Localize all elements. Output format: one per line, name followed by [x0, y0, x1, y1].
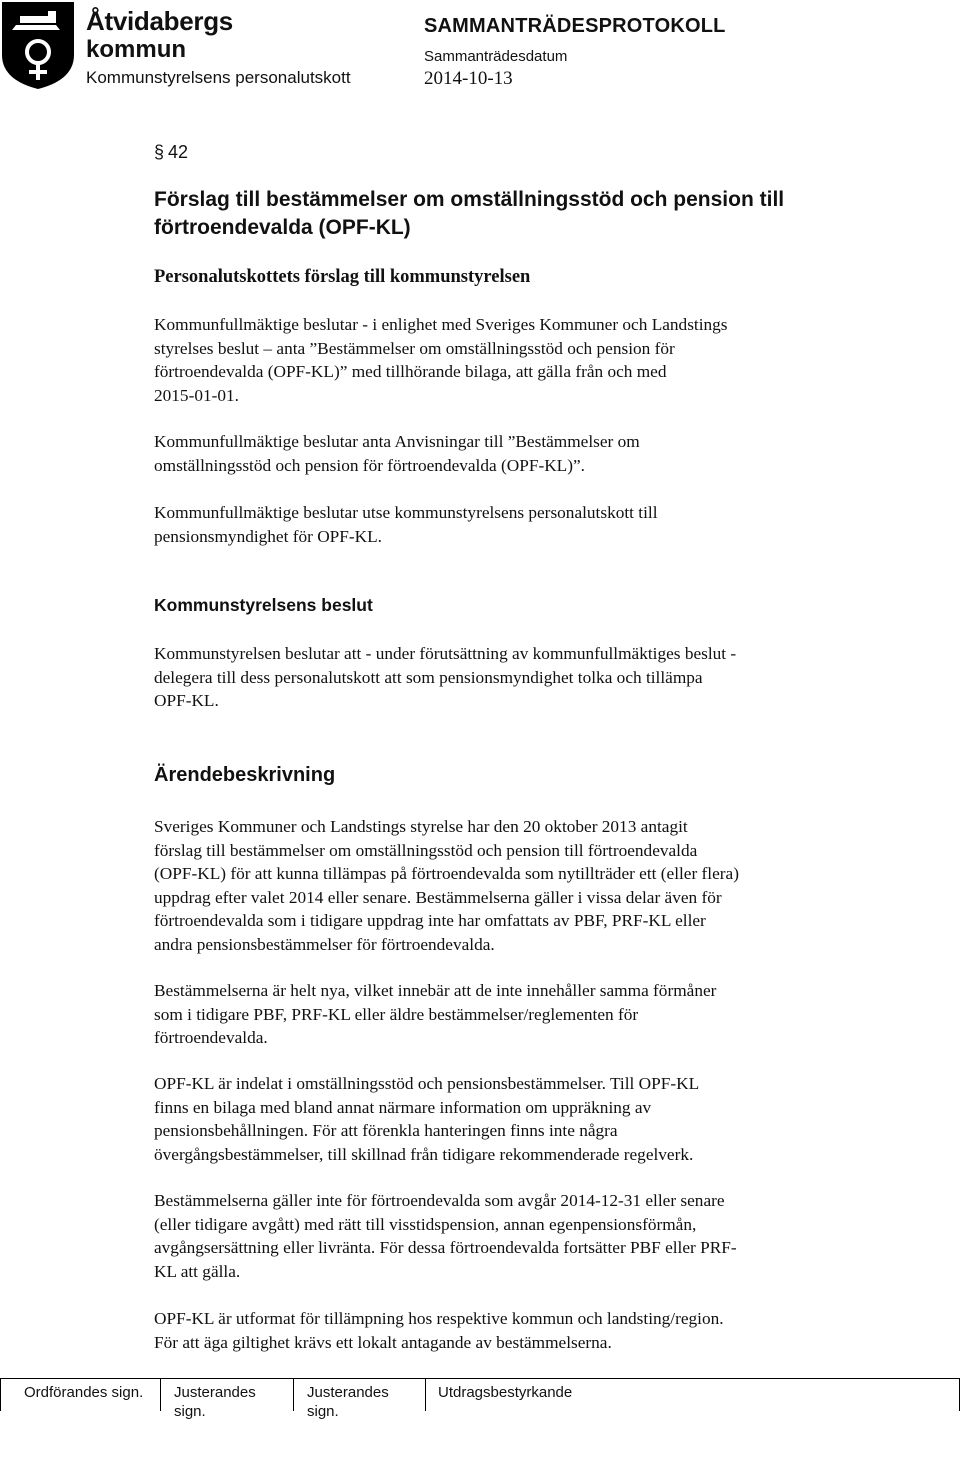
text-line: pensionsbehållningen. För att förenkla hanteringen finns inte några [154, 1121, 618, 1140]
org-name-line1: Åtvidabergs [86, 6, 233, 36]
footer-rule [0, 1378, 960, 1379]
text-line: (OPF-KL) för att kunna tillämpas på förtroendevalda som nytillträder ett (eller flera) [154, 864, 739, 883]
text-line: förslag till bestämmelser om omställningsstöd och pension till förtroendevalda [154, 840, 698, 860]
proposal-paragraph [154, 501, 854, 548]
footer-divider [425, 1379, 426, 1411]
text-line: avgångsersättning eller livränta. För dessa förtroendevalda fortsätter PBF eller PRF- [154, 1238, 737, 1257]
title-line: förtroendevalda (OPF-KL) [154, 216, 411, 239]
decision-heading: Kommunstyrelsens beslut [154, 595, 373, 615]
text-line: som i tidigare PBF, PRF-KL eller äldre bestämmelser/reglementen för [154, 1004, 639, 1024]
text-line: övergångsbestämmelser, till skillnad från tidigare rekommenderade regelverk. [154, 1144, 694, 1164]
description-paragraph [154, 1072, 854, 1166]
footer-divider [160, 1379, 161, 1411]
section-number-value: 42 [168, 142, 189, 162]
decision-paragraph [154, 642, 854, 713]
title-line: Förslag till bestämmelser om omställningsstöd och pension till [154, 188, 785, 211]
footer-label-line: Justerandes [174, 1384, 256, 1401]
text-line: OPF-KL. [154, 691, 219, 710]
text-line: Kommunfullmäktige beslutar anta Anvisningar till ”Bestämmelser om [154, 432, 640, 451]
proposal-paragraph [154, 313, 854, 407]
section-number [154, 142, 188, 163]
text-line: förtroendevalda (OPF-KL)” med tillhörande bilaga, att gälla från och med [154, 362, 667, 381]
text-line: Sveriges Kommuner och Landstings styrelse har den 20 oktober 2013 antagit [154, 817, 688, 836]
text-line: förtroendevalda. [154, 1028, 268, 1047]
text-line: Kommunfullmäktige beslutar utse kommunstyrelsens personalutskott till [154, 503, 658, 522]
text-line: Kommunfullmäktige beslutar - i enlighet med Sveriges Kommuner och Landstings [154, 315, 728, 334]
chair-signature-label: Ordförandes sign. [24, 1384, 144, 1401]
adjuster-signature-label-2 [307, 1383, 389, 1421]
meeting-date-label: Sammanträdesdatum [424, 48, 568, 65]
text-line: Kommunstyrelsen beslutar att - under förutsättning av kommunfullmäktiges beslut - [154, 644, 737, 663]
text-line: OPF-KL är utformat för tillämpning hos respektive kommun och landsting/region. [154, 1309, 724, 1328]
text-line: Bestämmelserna gäller inte för förtroendevalda som avgår 2014-12-31 eller senare [154, 1191, 725, 1210]
footer-divider [0, 1379, 1, 1411]
org-name-line2: kommun [86, 36, 187, 63]
description-paragraph [154, 979, 854, 1050]
adjuster-signature-label-1 [174, 1383, 256, 1421]
page-title [154, 186, 784, 242]
footer-label-line: Justerandes [307, 1384, 389, 1401]
text-line: finns en bilaga med bland annat närmare information om uppräkning av [154, 1097, 652, 1117]
proposal-heading: Personalutskottets förslag till kommunstyrelsen [154, 267, 531, 287]
section-symbol: § [154, 142, 165, 162]
proposal-paragraph [154, 430, 854, 477]
text-line: Bestämmelserna är helt nya, vilket innebär att de inte innehåller samma förmåner [154, 981, 717, 1000]
text-line: 2015-01-01. [154, 385, 239, 405]
text-line: uppdrag efter valet 2014 eller senare. Bestämmelserna gäller i vissa delar även för [154, 887, 722, 907]
text-line: pensionsmyndighet för OPF-KL. [154, 526, 383, 546]
footer-divider [293, 1379, 294, 1411]
footer-label-line: sign. [174, 1403, 206, 1420]
meeting-date-value: 2014-10-13 [424, 68, 513, 89]
text-line: förtroendevalda som i tidigare uppdrag inte har omfattats av PBF, PRF-KL eller [154, 911, 706, 930]
certified-extract-label: Utdragsbestyrkande [438, 1384, 573, 1401]
description-paragraph [154, 1307, 854, 1354]
text-line: KL att gälla. [154, 1261, 241, 1281]
text-line: styrelses beslut – anta ”Bestämmelser om omställningsstöd och pension för [154, 338, 675, 358]
text-line: (eller tidigare avgått) med rätt till visstidspension, annan egenpensionsförmån, [154, 1214, 697, 1234]
document-type: SAMMANTRÄDESPROTOKOLL [424, 15, 726, 37]
text-line: För att äga giltighet krävs ett lokalt antagande av bestämmelserna. [154, 1332, 612, 1352]
text-line: delegera till dess personalutskott att som pensionsmyndighet tolka och tillämpa [154, 667, 703, 687]
municipality-coat-of-arms [0, 0, 76, 90]
description-paragraph [154, 1189, 854, 1283]
footer-label-line: sign. [307, 1403, 339, 1420]
committee-name: Kommunstyrelsens personalutskott [86, 68, 351, 87]
text-line: andra pensionsbestämmelser för förtroendevalda. [154, 934, 495, 954]
description-heading: Ärendebeskrivning [154, 764, 336, 786]
text-line: omställningsstöd och pension för förtroendevalda (OPF-KL)”. [154, 455, 585, 475]
text-line: OPF-KL är indelat i omställningsstöd och pensionsbestämmelser. Till OPF-KL [154, 1074, 700, 1093]
description-paragraph [154, 815, 854, 956]
